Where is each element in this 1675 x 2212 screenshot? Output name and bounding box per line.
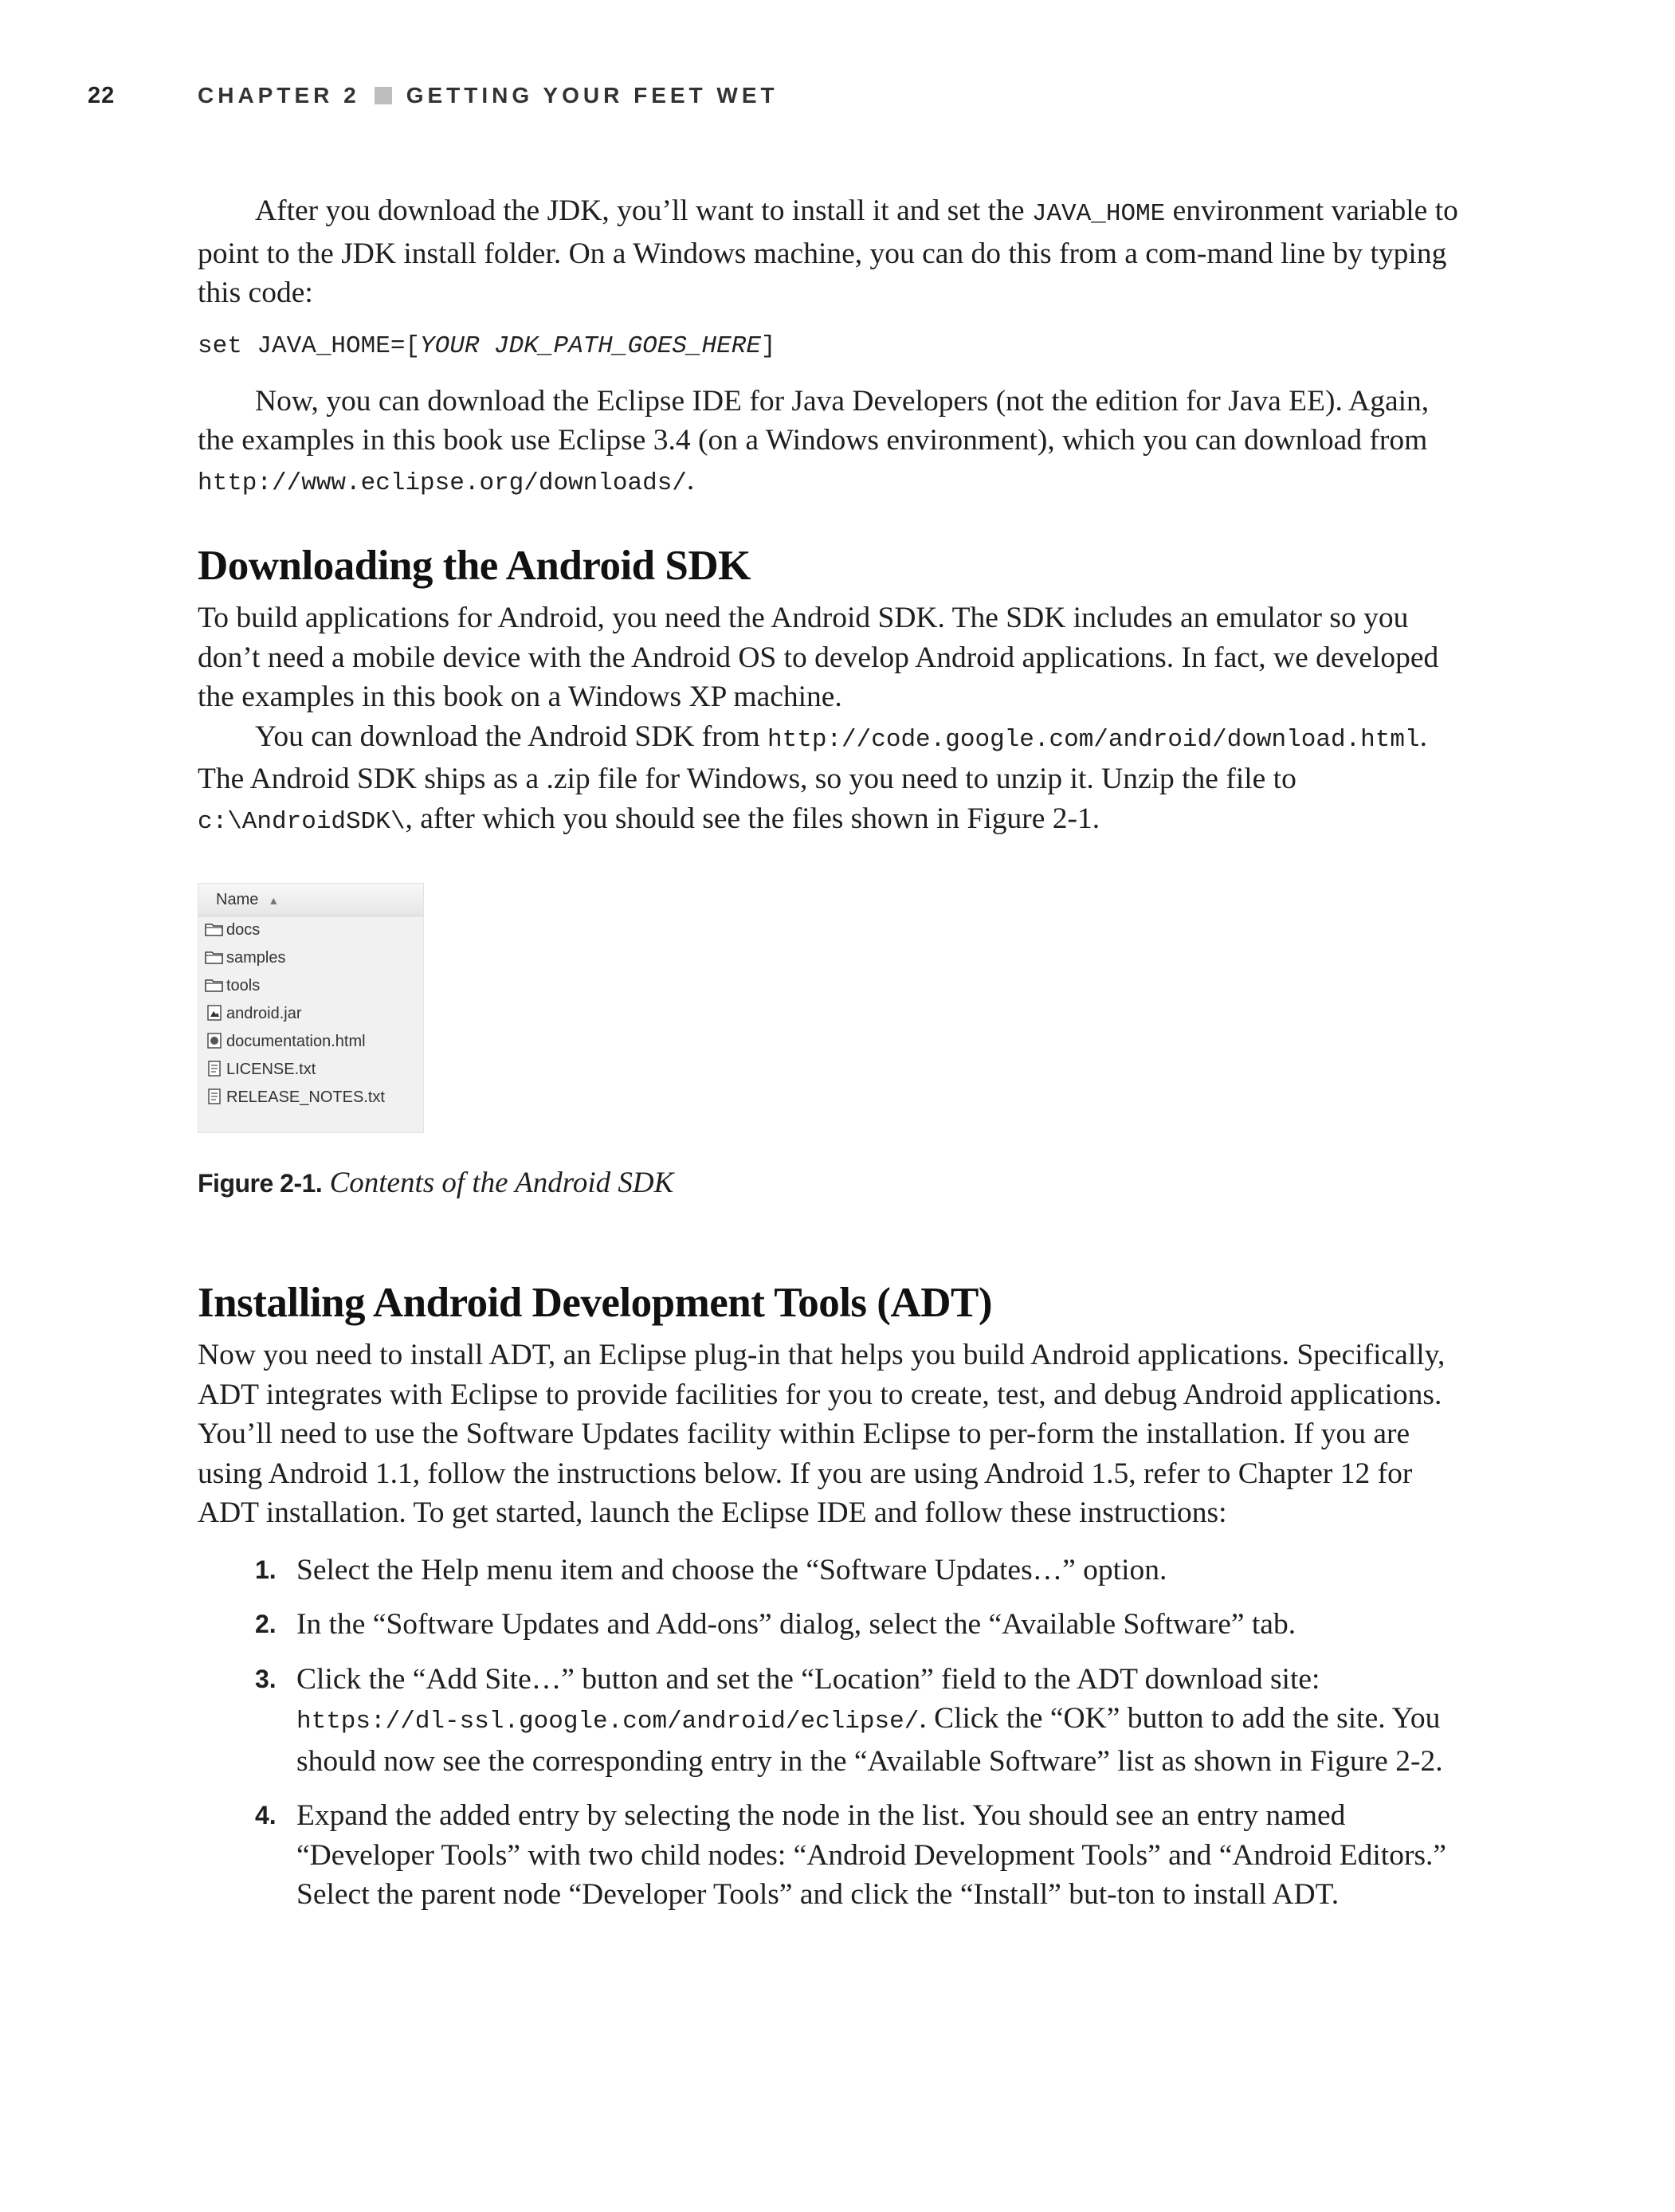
file-list	[198, 916, 423, 1112]
text-file-icon	[205, 1058, 224, 1074]
running-head	[198, 83, 779, 108]
file-list-item	[198, 916, 423, 944]
sdk-download-url: http://code.google.com/android/download.html	[767, 725, 1420, 754]
page-header	[0, 83, 1675, 115]
intro-paragraph-1: After you download the JDK, you’ll want to install it and set the JAVA_HOME environment variable to point to the JDK install folder. On a Windows machine, you can do this from a com-mand line by typing this code:	[198, 194, 1458, 309]
file-name: tools	[226, 977, 261, 994]
folder-icon	[205, 947, 224, 963]
list-item: 2. In the “Software Updates and Add-ons” dialog, select the “Available Software” tab.	[255, 1608, 1296, 1641]
file-name: docs	[226, 921, 261, 939]
code-placeholder: YOUR JDK_PATH_GOES_HERE	[420, 331, 761, 360]
text-file-icon	[205, 1086, 224, 1102]
heading-installing-adt: Installing Android Development Tools (ADT)	[198, 1280, 992, 1326]
file-list-item	[198, 944, 423, 972]
jar-file-icon	[205, 1002, 224, 1018]
java-home-code: JAVA_HOME	[1031, 200, 1166, 228]
sort-ascending-icon: ▲	[268, 894, 280, 907]
list-item: 1. Select the Help menu item and choose the “Software Updates…” option.	[255, 1553, 1167, 1586]
folder-icon	[205, 975, 224, 990]
file-name: LICENSE.txt	[226, 1061, 316, 1078]
sdk-contents-figure	[198, 883, 424, 1133]
intro-paragraph-2: Now, you can download the Eclipse IDE for Java Developers (not the edition for Java EE). Again, the examples in this book use Eclipse 3.4 (on a Windows environment), which you can download from http://www.eclipse.org/downloads/.	[198, 384, 1430, 497]
sdk-paragraph-2: You can download the Android SDK from http://code.google.com/android/download.html. The Android SDK ships as a .zip file for Windows, so you need to unzip it. Unzip the file to c:\AndroidSDK\, after which you should see the files shown in Figure 2-1.	[198, 720, 1427, 836]
file-name: documentation.html	[226, 1033, 366, 1050]
adt-install-steps	[198, 1551, 1473, 1915]
adt-download-url: https://dl-ssl.google.com/android/eclipse/	[296, 1708, 920, 1735]
eclipse-url: http://www.eclipse.org/downloads/	[198, 469, 687, 497]
html-file-icon	[205, 1030, 224, 1046]
file-name: RELEASE_NOTES.txt	[226, 1088, 385, 1106]
figure-caption-text: Contents of the Android SDK	[329, 1167, 674, 1199]
chapter-label: CHAPTER 2	[198, 83, 360, 108]
column-header-name: Name ▲	[198, 884, 423, 916]
file-name: android.jar	[226, 1005, 302, 1022]
file-list-item	[198, 1000, 423, 1028]
file-list-item	[198, 972, 423, 1000]
page-body	[198, 191, 1473, 1930]
file-list-item	[198, 1056, 423, 1084]
file-name: samples	[226, 949, 286, 967]
adt-paragraph-1: Now you need to install ADT, an Eclipse plug-in that helps you build Android applications. Specifically, ADT integrates with Eclipse to provide facilities for you to create, test, and debug Android applications. You’ll need to use the Software Updates facility within Eclipse to per-form the installation. If you are using Android 1.1, follow the instructions below. If you are using Android 1.5, refer to Chapter 12 for ADT installation. To get started, launch the Eclipse IDE and follow these instructions:	[198, 1339, 1446, 1529]
sdk-paragraph-1: To build applications for Android, you need the Android SDK. The SDK includes an emulator so you don’t need a mobile device with the Android OS to develop Android applications. In fact, we developed the examples in this book on a Windows XP machine.	[198, 602, 1439, 713]
list-item: 3. Click the “Add Site…” button and set the “Location” field to the ADT download site: https://dl-ssl.google.com/android/eclipse/. Click the “OK” button to add the site. You should now see the corresponding entry in the “Available Software” list as shown in Figure 2-2.	[255, 1662, 1443, 1778]
figure-label: Figure 2-1.	[198, 1169, 323, 1198]
folder-icon	[205, 919, 224, 935]
file-list-item	[198, 1028, 423, 1056]
heading-downloading-sdk: Downloading the Android SDK	[198, 543, 751, 589]
page-number: 22	[88, 83, 116, 108]
file-list-item	[198, 1084, 423, 1112]
sdk-path: c:\AndroidSDK\	[198, 807, 406, 836]
list-item: 4. Expand the added entry by selecting the node in the list. You should see an entry named “Developer Tools” with two child nodes: “Android Development Tools” and “Android Editors.” Select the parent node “Developer Tools” and click the “Install” but-ton to install ADT.	[255, 1799, 1447, 1911]
code-snippet: set JAVA_HOME=[YOUR JDK_PATH_GOES_HERE]	[198, 331, 776, 360]
chapter-title: GETTING YOUR FEET WET	[406, 83, 779, 108]
figure-caption	[198, 1165, 1473, 1202]
separator-square-icon	[375, 87, 392, 104]
